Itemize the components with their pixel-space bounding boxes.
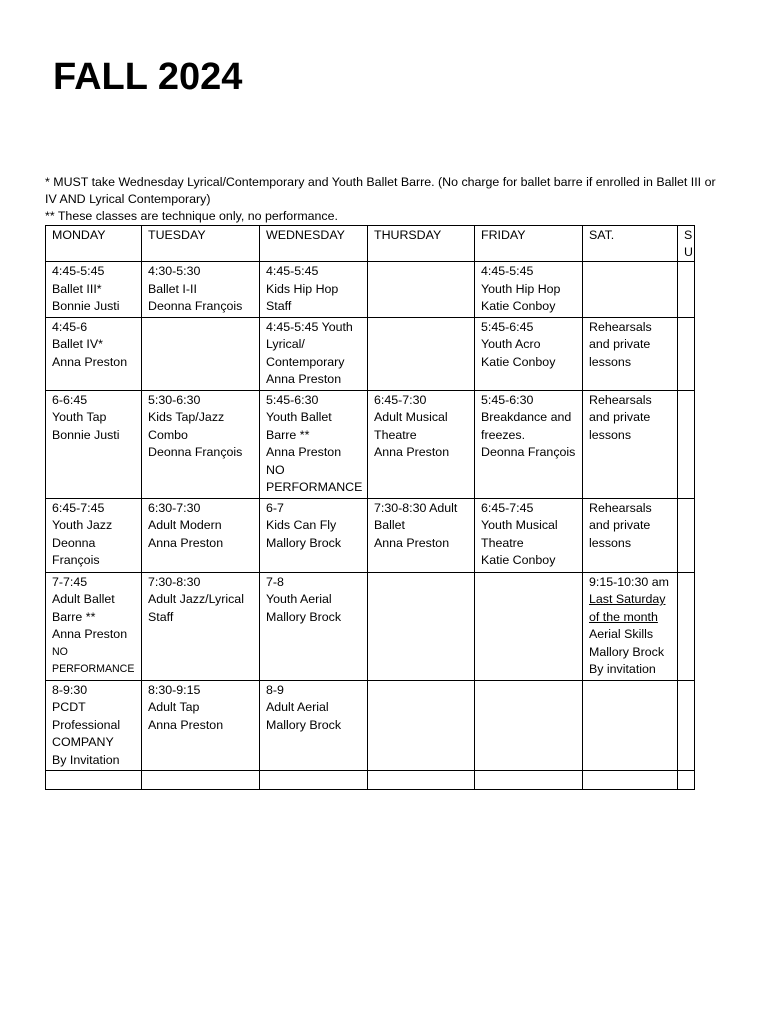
class-line: François (52, 553, 100, 567)
class-line: Anna Preston (52, 627, 128, 641)
page-title: FALL 2024 (53, 56, 243, 98)
cell-friday (475, 498, 583, 572)
cell-tuesday (142, 390, 260, 498)
class-line: 6-6:45 (52, 392, 88, 407)
header-tuesday: TUESDAY (142, 226, 260, 262)
class-line: 8-9 (266, 682, 284, 697)
class-line: Youth Jazz (52, 518, 113, 532)
header-friday: FRIDAY (475, 226, 583, 262)
cell-saturday (583, 771, 678, 790)
class-line: 4:30-5:30 (148, 264, 201, 278)
cell-thursday (368, 771, 475, 790)
class-line: Theatre (374, 427, 417, 442)
class-line: Bonnie Justi (52, 299, 120, 313)
cell-monday (46, 572, 142, 680)
class-line: Deonna François (148, 299, 243, 313)
class-line: lessons (589, 535, 632, 550)
class-line: 6-7 (266, 500, 284, 515)
class-line: 5:30-6:30 (148, 392, 201, 407)
class-line: Staff (148, 609, 174, 624)
class-line: Mallory Brock (266, 535, 342, 550)
class-line: COMPANY (52, 735, 114, 749)
note-technique-only: ** These classes are technique only, no performance. (45, 209, 338, 223)
class-line: 5:45-6:45 (481, 319, 534, 334)
class-line: PERFORMANCE (52, 662, 135, 675)
class-line: Ballet (374, 518, 405, 532)
class-line: Mallory Brock (266, 717, 342, 732)
class-line: Youth Hip Hop (481, 281, 561, 296)
class-line: Mallory Brock (589, 644, 665, 659)
class-line: Rehearsals (589, 319, 652, 334)
cell-sunday (678, 390, 695, 498)
class-line: Youth Musical (481, 518, 558, 532)
cell-wednesday (260, 572, 368, 680)
cell-friday (475, 262, 583, 318)
cell-wednesday (260, 390, 368, 498)
class-line: lessons (589, 354, 632, 369)
cell-sunday (678, 771, 695, 790)
cell-sunday (678, 572, 695, 680)
schedule-body (46, 262, 695, 790)
cell-friday (475, 390, 583, 498)
class-line: Kids Can Fly (266, 518, 337, 532)
class-line: Adult Musical (374, 410, 448, 424)
cell-tuesday (142, 498, 260, 572)
cell-saturday (583, 572, 678, 680)
class-line: Barre ** (266, 427, 310, 442)
class-line: By Invitation (52, 752, 120, 767)
class-line: Contemporary (266, 354, 345, 369)
class-line: Katie Conboy (481, 354, 556, 369)
class-line: Professional (52, 717, 121, 732)
table-row (46, 680, 695, 771)
class-line: Katie Conboy (481, 553, 556, 567)
class-line: 6:45-7:45 (481, 500, 534, 515)
cell-wednesday (260, 498, 368, 572)
class-line: 4:45-6 (52, 319, 88, 334)
class-line: Anna Preston (148, 717, 224, 732)
cell-friday (475, 317, 583, 390)
cell-tuesday (142, 572, 260, 680)
class-line: Staff (266, 299, 292, 313)
cell-thursday (368, 498, 475, 572)
header-wednesday: WEDNESDAY (260, 226, 368, 262)
class-line: Deonna François (481, 445, 576, 459)
cell-sunday (678, 680, 695, 771)
cell-tuesday (142, 680, 260, 771)
table-row (46, 390, 695, 498)
class-line: 4:45-5:45 (481, 264, 534, 278)
cell-saturday (583, 390, 678, 498)
class-line: Adult Modern (148, 518, 222, 532)
cell-thursday (368, 317, 475, 390)
header-saturday: SAT. (583, 226, 678, 262)
schedule-notes (45, 174, 725, 225)
cell-tuesday (142, 771, 260, 790)
class-line: Adult Aerial (266, 700, 329, 714)
class-line: Adult Jazz/Lyrical (148, 592, 244, 606)
class-line: Adult Tap (148, 700, 200, 714)
class-line: Adult Ballet (52, 592, 115, 606)
class-line: NO (266, 462, 285, 477)
table-row (46, 572, 695, 680)
class-line: Lyrical/ (266, 337, 305, 351)
cell-friday (475, 572, 583, 680)
class-line: Youth Tap (52, 410, 107, 424)
class-line: Youth Aerial (266, 592, 332, 606)
class-line: Ballet I-II (148, 281, 197, 296)
cell-monday (46, 262, 142, 318)
cell-monday (46, 317, 142, 390)
class-line: Anna Preston (148, 535, 224, 550)
class-line: 6:30-7:30 (148, 500, 201, 515)
class-schedule-table (45, 225, 695, 790)
class-line: and private (589, 337, 651, 351)
class-line: Theatre (481, 535, 524, 550)
class-line: 7:30-8:30 Adult (374, 500, 458, 515)
header-monday: MONDAY (46, 226, 142, 262)
class-line: Barre ** (52, 609, 96, 624)
cell-wednesday (260, 771, 368, 790)
cell-saturday (583, 498, 678, 572)
class-line: 6:45-7:30 (374, 392, 427, 407)
class-line: Mallory Brock (266, 609, 342, 624)
class-line: 8-9:30 (52, 682, 88, 697)
class-line: of the month (589, 609, 658, 624)
class-line: Deonna François (148, 445, 243, 459)
class-line: Anna Preston (266, 445, 342, 459)
cell-thursday (368, 572, 475, 680)
cell-wednesday (260, 317, 368, 390)
note-required-classes: * MUST take Wednesday Lyrical/Contemporary and Youth Ballet Barre. (No charge for ballet barre if enrolled in Ballet III or IV AND Lyrical Contemporary) (45, 175, 716, 206)
cell-sunday (678, 262, 695, 318)
table-row (46, 262, 695, 318)
class-line: Anna Preston (266, 372, 342, 386)
class-line: Ballet III* (52, 281, 102, 296)
header-row (46, 226, 695, 262)
class-line: Combo (148, 427, 188, 442)
cell-monday (46, 390, 142, 498)
class-line: 7:30-8:30 (148, 574, 201, 589)
class-line: Rehearsals (589, 392, 652, 407)
class-line: Anna Preston (52, 354, 128, 369)
class-line: 4:45-5:45 Youth (266, 319, 353, 334)
cell-thursday (368, 390, 475, 498)
header-sunday (678, 226, 695, 262)
class-line: Rehearsals (589, 500, 652, 515)
class-line: Katie Conboy (481, 299, 556, 313)
class-line: 4:45-5:45 (266, 264, 319, 278)
table-row (46, 498, 695, 572)
class-line: PERFORMANCE (266, 480, 363, 494)
class-line: 6:45-7:45 (52, 500, 105, 515)
class-line: 7-7:45 (52, 574, 88, 589)
class-line: NO (52, 645, 68, 658)
class-line: 9:15-10:30 am (589, 574, 669, 589)
cell-monday (46, 771, 142, 790)
class-line: and private (589, 410, 651, 424)
class-line: PCDT (52, 700, 86, 714)
cell-thursday (368, 262, 475, 318)
class-line: Kids Tap/Jazz (148, 410, 225, 424)
cell-thursday (368, 680, 475, 771)
cell-friday (475, 771, 583, 790)
cell-saturday (583, 262, 678, 318)
cell-wednesday (260, 262, 368, 318)
class-line: Last Saturday (589, 592, 666, 606)
class-line: Deonna (52, 535, 96, 550)
header-sunday-label: SU (684, 228, 693, 259)
class-line: 4:45-5:45 (52, 264, 105, 278)
class-line: 8:30-9:15 (148, 682, 201, 697)
cell-friday (475, 680, 583, 771)
class-line: Kids Hip Hop (266, 281, 339, 296)
cell-monday (46, 498, 142, 572)
class-line: 5:45-6:30 (266, 392, 319, 407)
cell-wednesday (260, 680, 368, 771)
cell-tuesday (142, 317, 260, 390)
cell-saturday (583, 317, 678, 390)
table-row (46, 317, 695, 390)
header-thursday: THURSDAY (368, 226, 475, 262)
class-line: Breakdance and (481, 410, 572, 424)
class-line: and private (589, 518, 651, 532)
class-line: freezes. (481, 427, 526, 442)
class-line: Anna Preston (374, 445, 450, 459)
class-line: By invitation (589, 662, 656, 676)
class-line: Aerial Skills (589, 627, 654, 641)
cell-sunday (678, 317, 695, 390)
cell-saturday (583, 680, 678, 771)
cell-tuesday (142, 262, 260, 318)
table-row (46, 771, 695, 790)
class-line: Youth Acro (481, 337, 541, 351)
class-line: lessons (589, 427, 632, 442)
class-line: Ballet IV* (52, 337, 103, 351)
cell-sunday (678, 498, 695, 572)
class-line: Youth Ballet (266, 410, 332, 424)
class-line: Bonnie Justi (52, 427, 120, 442)
class-line: Anna Preston (374, 535, 450, 550)
cell-monday (46, 680, 142, 771)
class-line: 7-8 (266, 574, 284, 589)
class-line: 5:45-6:30 (481, 392, 534, 407)
